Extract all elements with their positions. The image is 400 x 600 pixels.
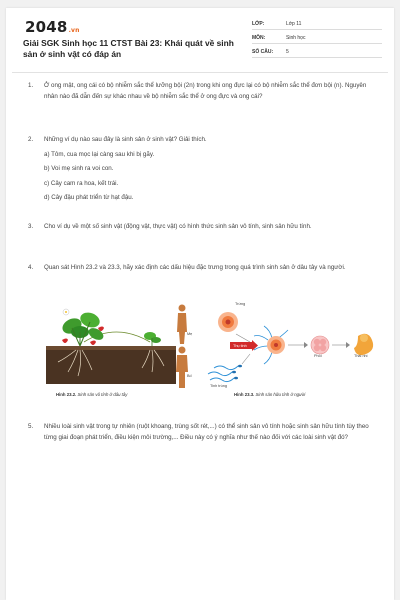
label-father: Bố: [187, 374, 192, 378]
answer-option: d) Cây đậu phát triển từ hạt đậu.: [44, 194, 134, 201]
question-text: Ở ong mật, ong cái có bộ nhiễm sắc thể lưỡng bội (2n) trong khi ong đực lại có bộ nhiễm sắc thể đơn bội (n). Nguyên nhân nào đã dẫn đến sự khác nhau về bộ nhiễm sắc thể ở ong đực và ong cái?: [44, 82, 367, 100]
figure-caption-text: Sinh sản vô tính ở dâu tây: [77, 392, 128, 397]
meta-row-class: [252, 18, 382, 30]
question-4: [28, 263, 380, 274]
meta-row-count: [252, 46, 382, 58]
logo-suffix: .vn: [68, 27, 80, 34]
figure-number: Hình 23.3.: [234, 392, 255, 397]
logo-text: 2048: [25, 18, 68, 36]
question-number: 4.: [28, 264, 34, 271]
meta-value: Lớp 11: [286, 21, 302, 27]
question-text: Cho ví dụ về một số sinh vật (động vật, thực vật) có hình thức sinh sản vô tính, sinh sản hữu tính.: [44, 223, 312, 230]
question-5: [28, 422, 380, 443]
question-text: Nhiều loài sinh vật trong tự nhiên (ruột khoang, trùng sốt rét,...) có thể sinh sản vô tính hoặc sinh sản hữu tính tùy theo từng giai đoạn phát triển, điều kiện môi trường,... Điều này có ý nghĩa như thế nào đối với các loài sinh vật đó?: [44, 423, 369, 441]
question-1: [28, 81, 380, 102]
question-text: Quan sát Hình 23.2 và 23.3, hãy xác định các dấu hiệu đặc trưng trong quá trình sinh sản ở dâu tây và người.: [44, 264, 346, 271]
question-3: [28, 222, 380, 233]
meta-row-subject: [252, 32, 382, 44]
document-page: [6, 8, 394, 600]
label-egg: Trứng: [235, 302, 246, 306]
meta-key: SỐ CÂU:: [252, 49, 274, 55]
answer-option: b) Voi mẹ sinh ra voi con.: [44, 165, 114, 172]
label-sperm: Tinh trùng: [210, 384, 227, 388]
page-title: Giải SGK Sinh học 11 CTST Bài 23: Khái quát về sinh sản ở sinh vật có đáp án: [23, 38, 234, 59]
question-number: 1.: [28, 82, 34, 89]
site-logo[interactable]: [25, 18, 80, 36]
question-number: 2.: [28, 136, 34, 143]
label-embryo: Phôi: [314, 354, 322, 358]
answer-option: a) Tôm, cua mọc lại càng sau khi bị gãy.: [44, 150, 155, 158]
human-reproduction-figure: [168, 298, 383, 394]
figure-caption-strawberry: [56, 392, 127, 397]
meta-key: MÔN:: [252, 35, 266, 41]
figure-caption-human: [234, 392, 305, 397]
label-mother: Mẹ: [187, 332, 193, 336]
question-number: 5.: [28, 423, 34, 430]
meta-value: Sinh học: [286, 35, 306, 41]
label-fetus: Thai nhi: [354, 354, 368, 358]
answer-option: c) Cây cam ra hoa, kết trái.: [44, 179, 119, 187]
meta-value: 5: [286, 49, 289, 55]
question-text: Những ví dụ nào sau đây là sinh sản ở sinh vật? Giải thích.: [44, 136, 207, 143]
question-number: 3.: [28, 223, 34, 230]
meta-key: LỚP:: [252, 21, 265, 27]
figure-number: Hình 23.2.: [56, 392, 77, 397]
strawberry-figure: [46, 302, 176, 388]
header-divider: [12, 72, 388, 73]
question-2: [28, 135, 380, 204]
figure-caption-text: Sinh sản hữu tính ở người: [255, 392, 306, 397]
label-fertilization: Thụ tinh: [233, 344, 247, 348]
